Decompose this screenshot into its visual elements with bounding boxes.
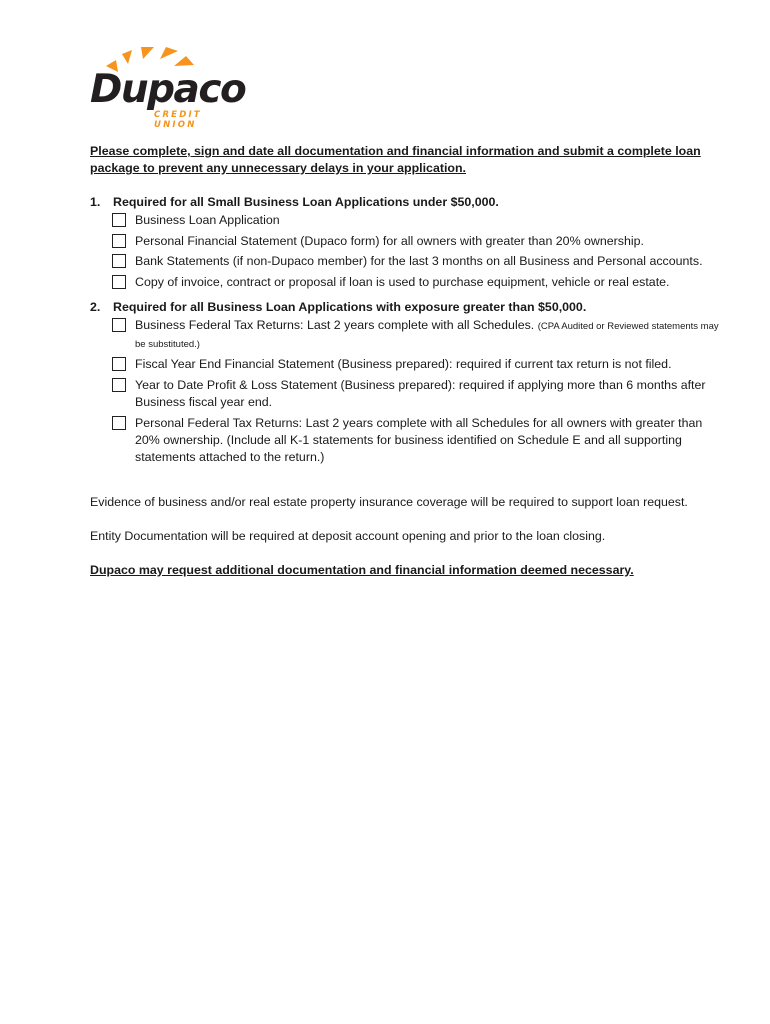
logo-tagline: CREDIT UNION	[154, 110, 202, 130]
checklist-item	[112, 253, 730, 270]
checkbox[interactable]	[112, 357, 126, 371]
checklist-item-label: Business Federal Tax Returns: Last 2 years complete with all Schedules.	[135, 317, 535, 332]
checklist-item	[112, 377, 730, 411]
checklist-item-label: Personal Federal Tax Returns: Last 2 years complete with all Schedules for all owners with greater than 20% ownership. (Include all K-1 statements for business identified on Schedule E and all supporting statements attached to the return.)	[135, 415, 703, 464]
section-2	[90, 299, 730, 466]
section-title: Required for all Business Loan Applications with exposure greater than $50,000.	[113, 299, 587, 314]
checklist-item-label: Bank Statements (if non-Dupaco member) for the last 3 months on all Business and Personal accounts.	[135, 254, 703, 269]
entity-paragraph: Entity Documentation will be required at deposit account opening and prior to the loan closing.	[90, 528, 606, 543]
section-heading	[90, 194, 730, 211]
checklist-item	[112, 233, 730, 250]
checklist-item-label: Personal Financial Statement (Dupaco form) for all owners with greater than 20% ownership.	[135, 233, 644, 248]
document-body	[90, 143, 730, 579]
checklist-item-label: Year to Date Profit & Loss Statement (Business prepared): required if applying more than 6 months after Business fiscal year end.	[135, 377, 706, 409]
checkbox[interactable]	[112, 254, 126, 268]
checkbox[interactable]	[112, 275, 126, 289]
checklist-item-label: Copy of invoice, contract or proposal if loan is used to purchase equipment, vehicle or real estate.	[135, 274, 670, 289]
intro-text: Please complete, sign and date all documentation and financial information and submit a complete loan package to prevent any unnecessary delays in your application.	[90, 144, 701, 175]
insurance-paragraph: Evidence of business and/or real estate property insurance coverage will be required to support loan request.	[90, 494, 688, 509]
checkbox[interactable]	[112, 213, 126, 227]
checkbox[interactable]	[112, 416, 126, 430]
section-number: 2.	[90, 299, 101, 314]
checklist-item	[112, 274, 730, 291]
checkbox[interactable]	[112, 234, 126, 248]
section-title: Required for all Small Business Loan Applications under $50,000.	[113, 195, 499, 209]
section-heading	[90, 299, 730, 316]
logo-wordmark: Dupaco	[90, 67, 246, 112]
checklist-item	[112, 212, 730, 229]
section-number: 1.	[90, 195, 101, 209]
checklist-item-note: (CPA Audited or Reviewed statements may be substituted.)	[135, 320, 719, 350]
checkbox[interactable]	[112, 318, 126, 332]
additional-docs-paragraph: Dupaco may request additional documentation and financial information deemed necessary.	[90, 562, 634, 577]
checklist-item	[112, 317, 730, 353]
checkbox[interactable]	[112, 378, 126, 392]
checklist-item-label: Fiscal Year End Financial Statement (Business prepared): required if current tax return is not filed.	[135, 357, 672, 372]
checklist-item	[112, 415, 730, 466]
section-1	[90, 194, 730, 291]
dupaco-logo	[88, 46, 246, 130]
checklist-item-label: Business Loan Application	[135, 213, 280, 227]
checklist-item	[112, 356, 730, 373]
